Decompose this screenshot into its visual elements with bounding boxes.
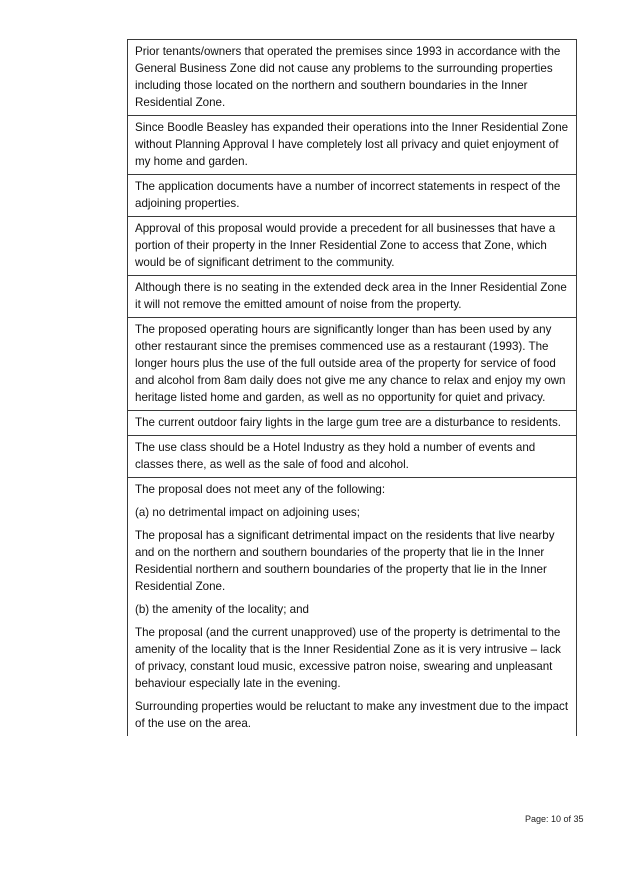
table-cell <box>128 478 577 737</box>
table-row <box>128 411 577 436</box>
table-cell: Prior tenants/owners that operated the premises since 1993 in accordance with the General Business Zone did not cause any problems to the surrounding properties including those located on the northern and southern boundaries in the Inner Residential Zone. <box>128 40 577 116</box>
paragraph-investment: Surrounding properties would be reluctant to make any investment due to the impact of the use on the area. <box>135 700 569 730</box>
submission-table <box>127 39 577 736</box>
table-row <box>128 318 577 411</box>
table-row <box>128 40 577 116</box>
table-row <box>128 116 577 175</box>
table-cell: The use class should be a Hotel Industry as they hold a number of events and classes there, as well as the sale of food and alcohol. <box>128 436 577 478</box>
paragraph-criterion-a: (a) no detrimental impact on adjoining uses; <box>135 506 360 519</box>
table-cell: The application documents have a number of incorrect statements in respect of the adjoining properties. <box>128 175 577 217</box>
table-cell: The current outdoor fairy lights in the large gum tree are a disturbance to residents. <box>128 411 577 436</box>
paragraph-amenity: The proposal (and the current unapproved) use of the property is detrimental to the amenity of the locality that is the Inner Residential Zone as it is very intrusive – lack of privacy, constant loud music, excessive patron noise, swearing and unpleasant behaviour especially late in the evening. <box>135 626 561 690</box>
table-row <box>128 217 577 276</box>
table-row <box>128 276 577 318</box>
table-cell: The proposed operating hours are significantly longer than has been used by any other restaurant since the premises commenced use as a restaurant (1993). The longer hours plus the use of the full outside area of the property for service of food and alcohol from 8am daily does not give me any chance to relax and enjoy my own heritage listed home and garden, as well as no opportunity for quiet and privacy. <box>128 318 577 411</box>
paragraph-criterion-b: (b) the amenity of the locality; and <box>135 603 309 616</box>
paragraph-intro: The proposal does not meet any of the following: <box>135 483 386 496</box>
table-cell: Although there is no seating in the extended deck area in the Inner Residential Zone it will not remove the emitted amount of noise from the property. <box>128 276 577 318</box>
table-row <box>128 175 577 217</box>
table-row <box>128 436 577 478</box>
paragraph-impact: The proposal has a significant detrimental impact on the residents that live nearby and on the northern and southern boundaries of the property that lie in the Inner Residential northern and southern boundaries of the property that lie in the Inner Residential Zone. <box>135 529 555 593</box>
table-cell: Approval of this proposal would provide a precedent for all businesses that have a portion of their property in the Inner Residential Zone to access that Zone, which would be of significant detriment to the community. <box>128 217 577 276</box>
table-row <box>128 478 577 737</box>
page-number: Page: 10 of 35 <box>525 814 584 824</box>
table-cell: Since Boodle Beasley has expanded their operations into the Inner Residential Zone without Planning Approval I have completely lost all privacy and quiet enjoyment of my home and garden. <box>128 116 577 175</box>
